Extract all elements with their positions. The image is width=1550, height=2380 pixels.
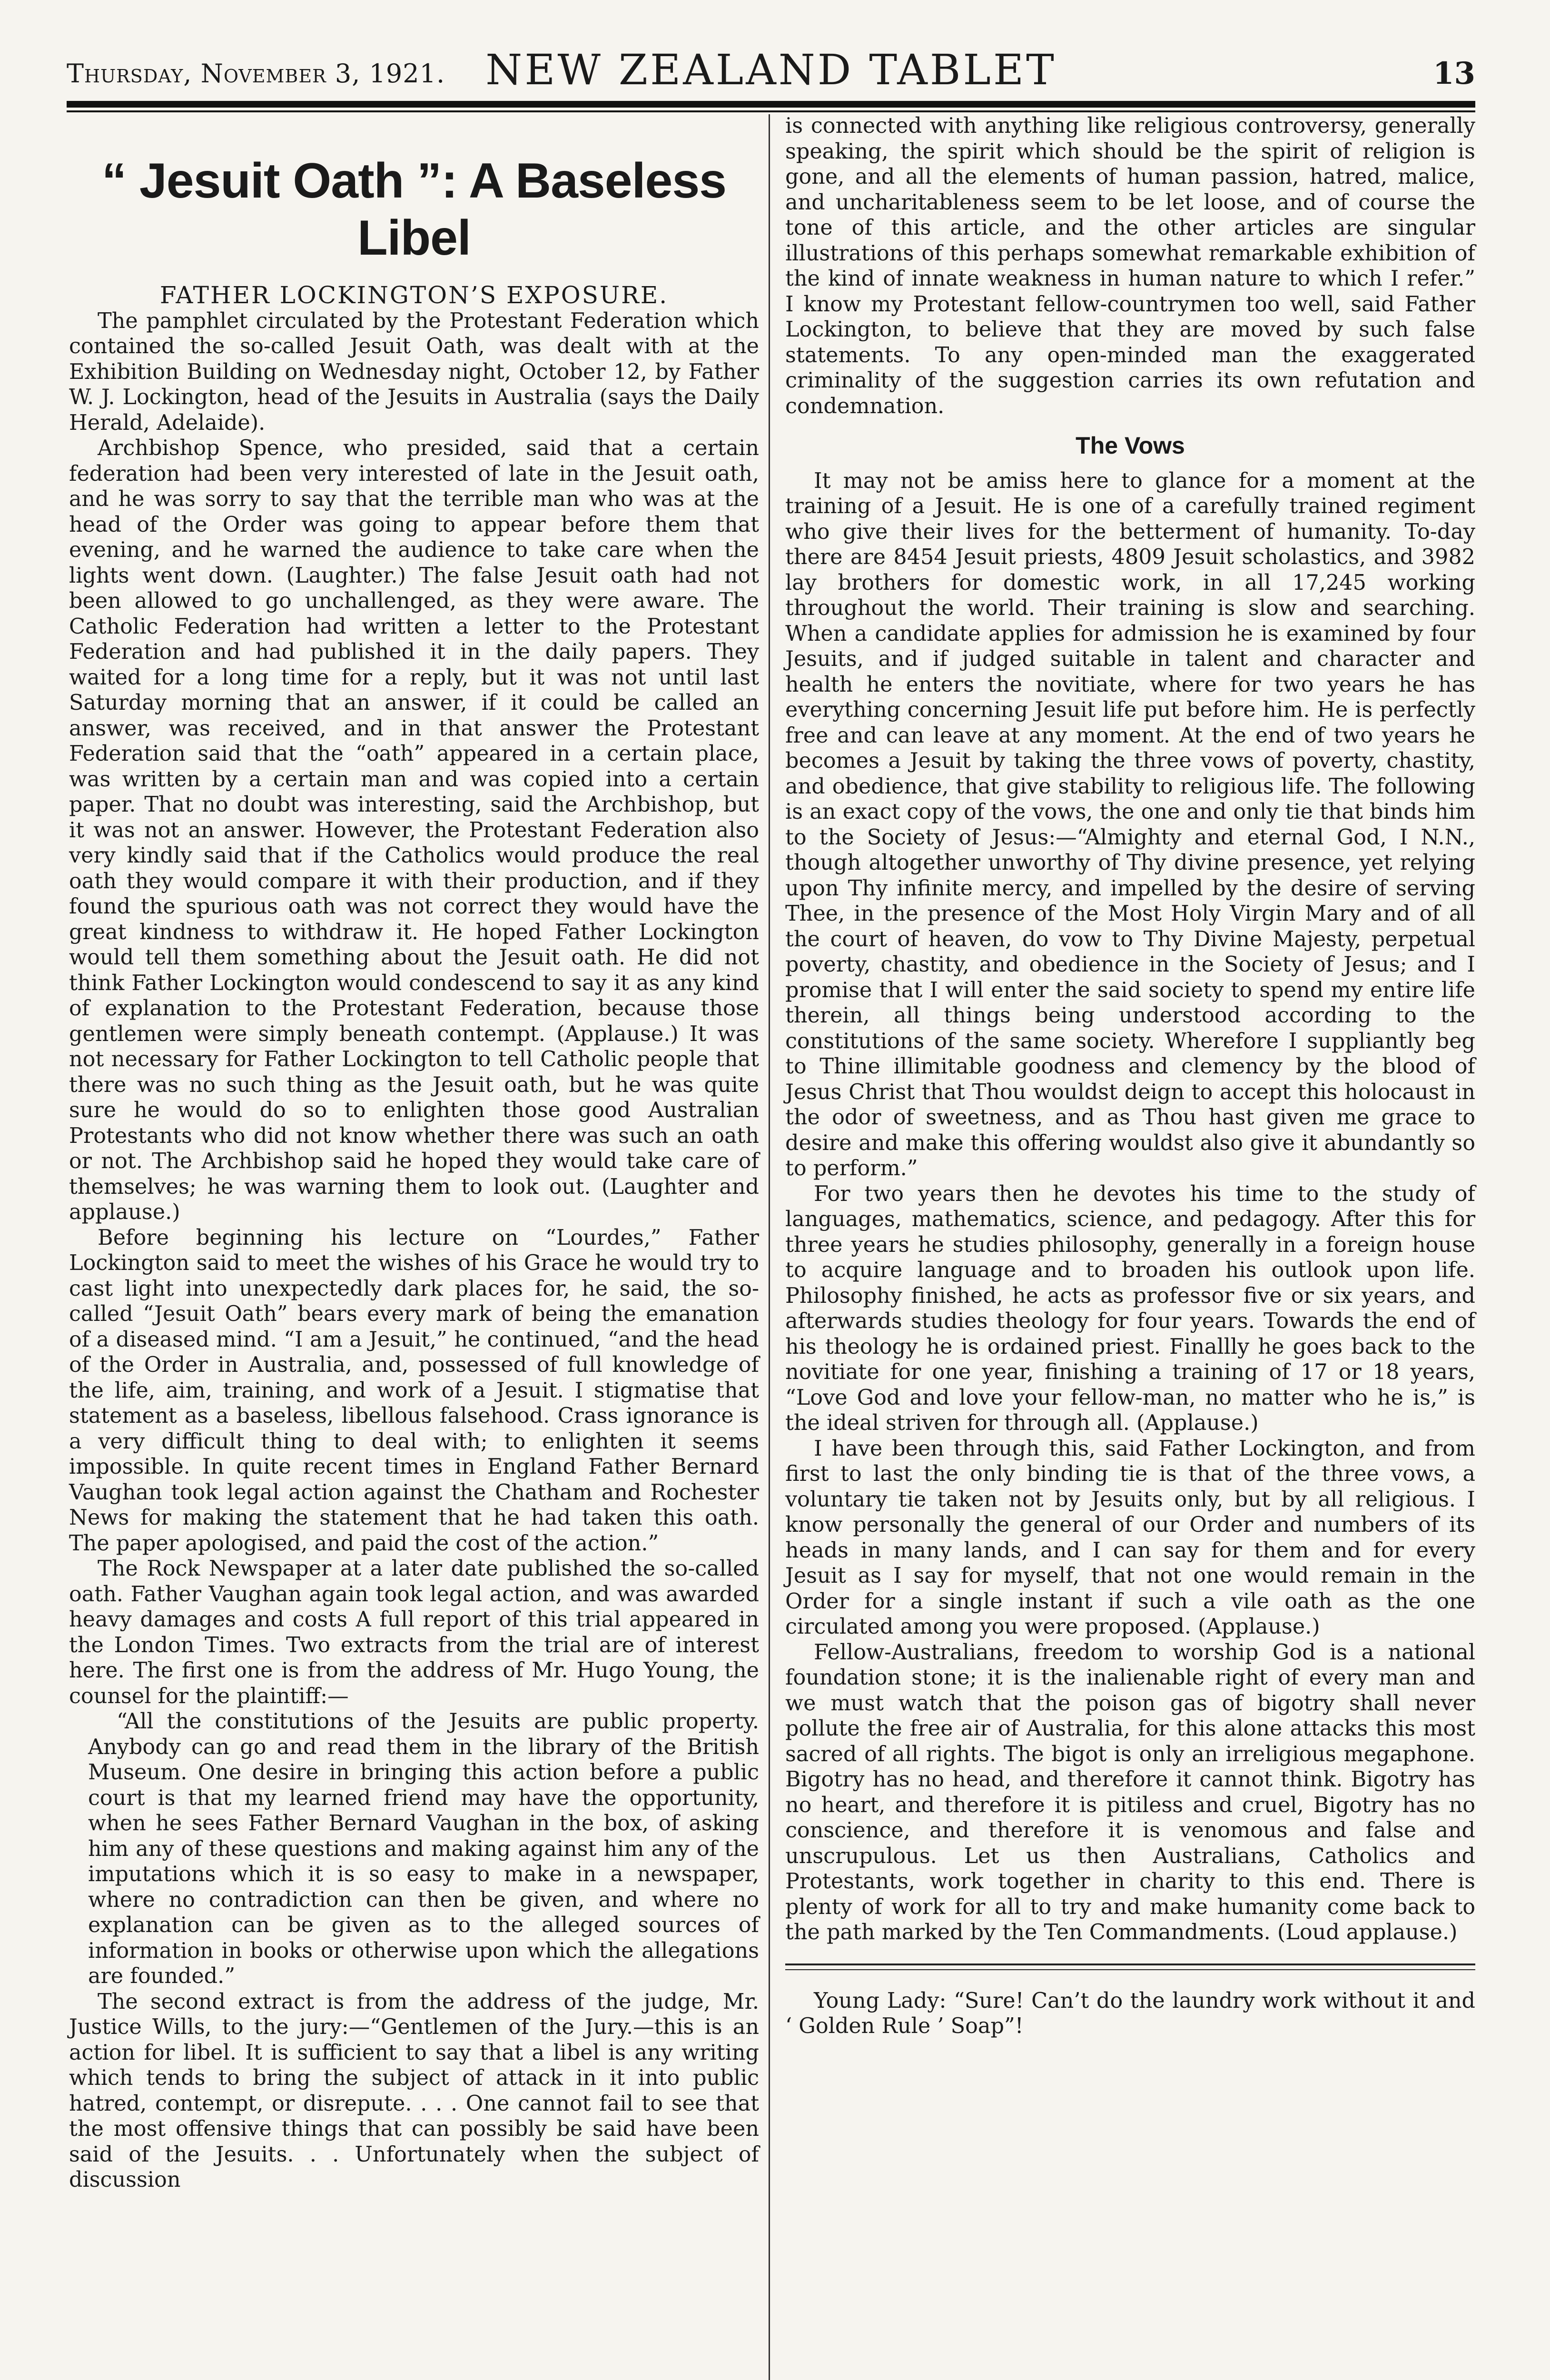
paragraph: The second extract is from the address of the judge, Mr. Justice Wills, to the jury:—“Gentlemen of the Jury.—this is an action for libel. It is sufficient to say that a libel is any writing which tends to bring the subject of attack in it into public hatred, contempt, or disrepute. . . . One cannot fail to see that the most offensive things that can possibly be said have been said of the Jesuits. . . Unfortunately when the subject of discussion — [69, 1989, 759, 2192]
paragraph: Before beginning his lecture on “Lourdes,” Father Lockington said to meet the wishes of his Grace he would try to cast light into unexpectedly dark places for, he said, the so-called “Jesuit Oath” bears every mark of being the emanation of a diseased mind. “I am a Jesuit,” he continued, “and the head of the Order in Australia, and, possessed of full knowledge of the life, aim, training, and work of a Jesuit. I stigmatise that statement as a baseless, libellous falsehood. Crass ignorance is a very difficult thing to deal with; to enlighten it seems impossible. In quite recent times in England Father Bernard Vaughan took legal action against the Chatham and Rochester News for making the statement that he had taken this oath. The paper apologised, and paid the cost of the action.” — [69, 1225, 759, 1556]
masthead-rule-thin — [67, 110, 1475, 112]
paragraph-continuation: is connected with anything like religious controversy, generally speaking, the spirit which should be the spirit of religion is gone, and all the elements of human passion, hatred, malice, and uncharitableness seem to be let loose, and of course the tone of this article, and the other articles are singular illustrations of this perhaps somewhat remarkable exhibition of the kind of innate weakness in human nature to which I refer.” I know my Protestant fellow-countrymen too well, said Father Lockington, to believe that they are moved by such false statements. To any open-minded man the exaggerated criminality of the suggestion carries its own refutation and condemnation. — [785, 114, 1475, 418]
masthead — [67, 45, 1475, 98]
left-column — [69, 119, 759, 2193]
masthead-rule-thick — [67, 101, 1475, 108]
paragraph: I have been through this, said Father Lockington, and from first to last the only binding tie is that of the three vows, a voluntary tie taken not by Jesuits only, but by all religious. I know personally the general of our Order and numbers of its heads in many lands, and I can say for them and for every Jesuit as I say for myself, that not one would remain in the Order for a single instant if such a vile oath as the one circulated among you were proposed. (Applause.) — [785, 1436, 1475, 1639]
right-column — [785, 113, 1475, 2039]
paragraph: Archbishop Spence, who presided, said that a certain federation had been very interested of late in the Jesuit oath, and he was sorry to say that the terrible man who was at the head of the Order was going to appear before them that evening, and he warned the audience to take care when the lights went down. (Laughter.) The false Jesuit oath had not been allowed to go unchallenged, as they were aware. The Catholic Federation had written a letter to the Protestant Federation and had published it in the daily papers. They waited for a long time for a reply, but it was not until last Saturday morning that an answer, if it could be called an answer, was received, and in that answer the Protestant Federation said that the “oath” appeared in a certain place, was written by a certain man and was copied into a certain paper. That no doubt was interesting, said the Archbishop, but it was not an answer. However, the Protestant Federation also very kindly said that if the Catholics would produce the real oath they would compare it with their production, and if they found the spurious oath was not correct they would have the great kindness to withdraw it. He hoped Father Lockington would tell them something about the Jesuit oath. He did not think Father Lockington would condescend to say it as any kind of explanation to the Protestant Federation, because those gentlemen were simply beneath contempt. (Applause.) It was not necessary for Father Lockington to tell Catholic people that there was no such thing as the Jesuit oath, but he was quite sure he would do so to enlighten those good Australian Protestants who did not know whether there was such an oath or not. The Archbishop said he hoped they would take care of themselves; he was warning them to look out. (Laughter and applause.) — [69, 436, 759, 1224]
issue-date: Thursday, November 3, 1921. — [67, 59, 445, 89]
page-number: 13 — [1432, 56, 1475, 91]
column-divider — [769, 114, 770, 2380]
paragraph: It may not be amiss here to glance for a moment at the training of a Jesuit. He is one of a carefully trained regiment who give their lives for the betterment of humanity. To-day there are 8454 Jesuit priests, 4809 Jesuit scholastics, and 3982 lay brothers for domestic work, in all 17,245 working throughout the world. Their training is slow and searching. When a candidate applies for admission he is examined by four Jesuits, and if judged suitable in talent and character and health he enters the novitiate, where for two years he has everything concerning Jesuit life put before him. He is perfectly free and can leave at any moment. At the end of two years he becomes a Jesuit by taking the three vows of poverty, chastity, and obedience, that give stability to religious life. The following is an exact copy of the vows, the one and only tie that binds him to the Society of Jesus:—“Almighty and eternal God, I N.N., though altogether unworthy of Thy divine presence, yet relying upon Thy infinite mercy, and impelled by the desire of serving Thee, in the presence of the Most Holy Virgin Mary and of all the court of heaven, do vow to Thy Divine Majesty, perpetual poverty, chastity, and obedience in the Society of Jesus; and I promise that I will enter the said society to spend my entire life therein, all things being understood according to the constitutions of the same society. Wherefore I suppliantly beg to Thine illimitable goodness and clemency by the blood of Jesus Christ that Thou wouldst deign to accept this holocaust in the odor of sweetness, and as Thou hast given me grace to desire and make this offering wouldst also give it abundantly so to perform.” — [785, 468, 1475, 1180]
publication-title: NEW ZEALAND TABLET — [485, 45, 1056, 94]
filler-joke: Young Lady: “Sure! Can’t do the laundry work without it and ‘ Golden Rule ’ Soap”! — [785, 1988, 1475, 2038]
paragraph: Fellow-Australians, freedom to worship God is a national foundation stone; it is the inalienable right of every man and we must watch that the poison gas of bigotry shall never pollute the free air of Australia, for this alone attacks this most sacred of all rights. The bigot is only an irreligious megaphone. Bigotry has no head, and therefore it cannot think. Bigotry has no heart, and therefore it is pitiless and cruel, Bigotry has no conscience, and therefore it is venomous and false and unscrupulous. Let us then Australians, Catholics and Protestants, work together in charity to this end. There is plenty of work for all to try and make humanity come back to the path marked by the Ten Commandments. (Loud applause.) — [785, 1640, 1475, 1944]
paragraph: The Rock Newspaper at a later date published the so-called oath. Father Vaughan again took legal action, and was awarded heavy damages and costs A full report of this trial appeared in the London Times. Two extracts from the trial are of interest here. The first one is from the address of Mr. Hugo Young, the counsel for the plaintiff:— — [69, 1557, 759, 1708]
paragraph: For two years then he devotes his time to the study of languages, mathematics, science, and pedagogy. After this for three years he studies philosophy, generally in a foreign house to acquire language and to broaden his outlook upon life. Philosophy finished, he acts as professor five or six years, and afterwards studies theology for four years. Towards the end of his theology he is ordained priest. Finallly he goes back to the novitiate for one year, finishing a training of 17 or 18 years, “Love God and love your fellow-man, no matter who he is,” is the ideal striven for through all. (Applause.) — [785, 1181, 1475, 1435]
section-separator — [785, 1962, 1475, 1974]
article-subhead: FATHER LOCKINGTON’S EXPOSURE. — [159, 281, 669, 309]
article-headline: “ Jesuit Oath ”: A Baseless Libel — [102, 153, 726, 266]
section-heading: The Vows — [1076, 432, 1185, 459]
quoted-paragraph: “All the constitutions of the Jesuits are public property. Anybody can go and read them in the library of the British Museum. One desire in bringing this action before a public court is that my learned friend may have the opportunity, when he sees Father Bernard Vaughan in the box, of asking him any of these questions and making against him any of the imputations which it is so easy to make in a newspaper, where no contradiction can then be given, and where no explanation can be given as to the alleged sources of information in books or otherwise upon which the allegations are founded.” — [88, 1709, 759, 1988]
paragraph: The pamphlet circulated by the Protestant Federation which contained the so-called Jesuit Oath, was dealt with at the Exhibition Building on Wednesday night, October 12, by Father W. J. Lockington, head of the Jesuits in Australia (says the Daily Herald, Adelaide). — [69, 308, 759, 435]
